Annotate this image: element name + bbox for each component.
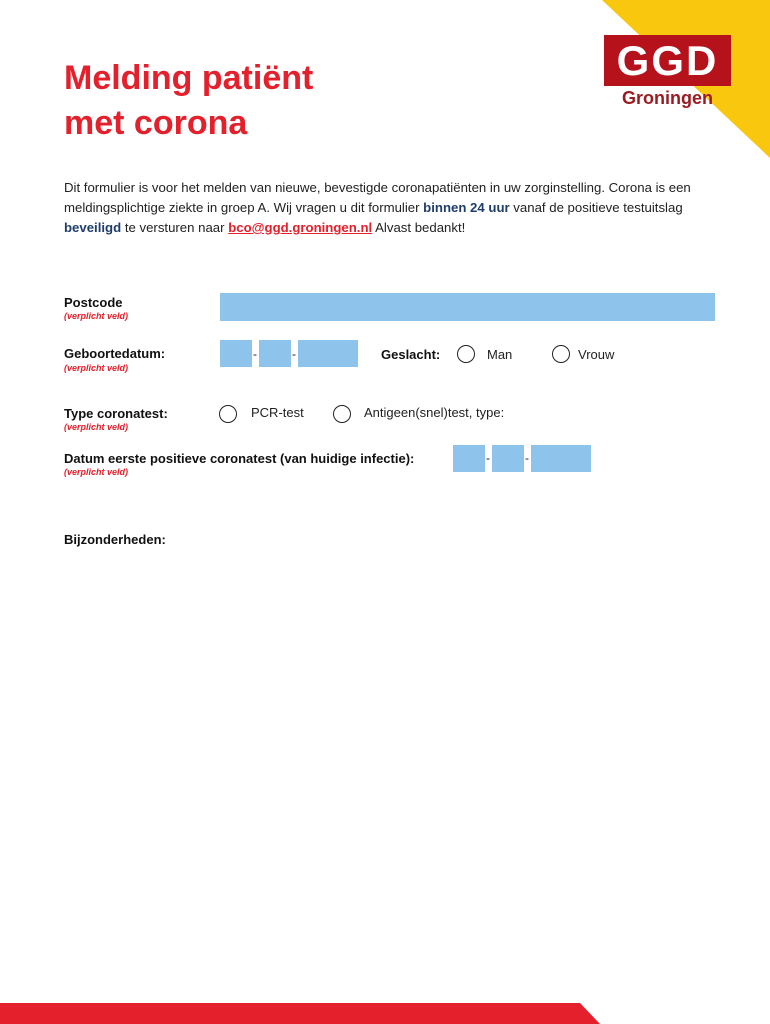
gender-man-label: Man xyxy=(487,347,513,362)
intro-paragraph xyxy=(64,178,704,238)
test-type-required-note: (verplicht veld) xyxy=(64,422,129,432)
first-test-date-separator: - xyxy=(486,451,490,465)
bottom-decoration-bar xyxy=(0,1000,770,1024)
intro-text-1: Dit formulier is voor het melden van nieuwe, bevestigde coronapatiënten in uw zorginstelling. Corona is een meldingsplichtige ziekte in groep A. Wij vragen u dit formulier xyxy=(64,180,691,215)
intro-text-3: te versturen naar xyxy=(121,220,229,235)
intro-text-4: Alvast bedankt! xyxy=(372,220,466,235)
birthdate-day-field[interactable] xyxy=(220,340,252,367)
first-test-date-required-note: (verplicht veld) xyxy=(64,467,129,477)
intro-text-2: vanaf de positieve testuitslag xyxy=(509,200,683,215)
intro-secure: beveiligd xyxy=(64,220,122,235)
pcr-test-label: PCR-test xyxy=(251,405,304,420)
email-link[interactable]: bco@ggd.groningen.nl xyxy=(228,220,373,235)
first-test-date-label: Datum eerste positieve coronatest (van huidige infectie): xyxy=(64,451,415,466)
birthdate-separator: - xyxy=(292,347,296,361)
birthdate-month-field[interactable] xyxy=(259,340,291,367)
gender-label: Geslacht: xyxy=(381,347,441,362)
details-label: Bijzonderheden: xyxy=(64,532,166,547)
page-title xyxy=(64,56,313,146)
pcr-test-radio[interactable] xyxy=(219,405,237,423)
birthdate-year-field[interactable] xyxy=(298,340,358,367)
title-line-1: Melding patiënt xyxy=(64,59,314,97)
birthdate-required-note: (verplicht veld) xyxy=(64,363,129,373)
antigen-test-label: Antigeen(snel)test, type: xyxy=(364,405,505,420)
birthdate-separator: - xyxy=(253,347,257,361)
gender-man-radio[interactable] xyxy=(457,345,475,363)
title-line-2: met corona xyxy=(64,104,248,142)
intro-deadline: binnen 24 uur xyxy=(423,200,510,215)
gender-vrouw-label: Vrouw xyxy=(578,347,615,362)
logo-region-label: Groningen xyxy=(622,88,713,108)
birthdate-label: Geboortedatum: xyxy=(64,346,166,361)
first-test-month-field[interactable] xyxy=(492,445,524,472)
test-type-label: Type coronatest: xyxy=(64,406,168,421)
antigen-test-radio[interactable] xyxy=(333,405,351,423)
first-test-year-field[interactable] xyxy=(531,445,591,472)
first-test-date-separator: - xyxy=(525,451,529,465)
gender-vrouw-radio[interactable] xyxy=(552,345,570,363)
postcode-required-note: (verplicht veld) xyxy=(64,311,129,321)
postcode-label: Postcode xyxy=(64,295,123,310)
first-test-day-field[interactable] xyxy=(453,445,485,472)
ggd-logo: GGD xyxy=(604,35,731,86)
postcode-field[interactable] xyxy=(220,293,715,321)
